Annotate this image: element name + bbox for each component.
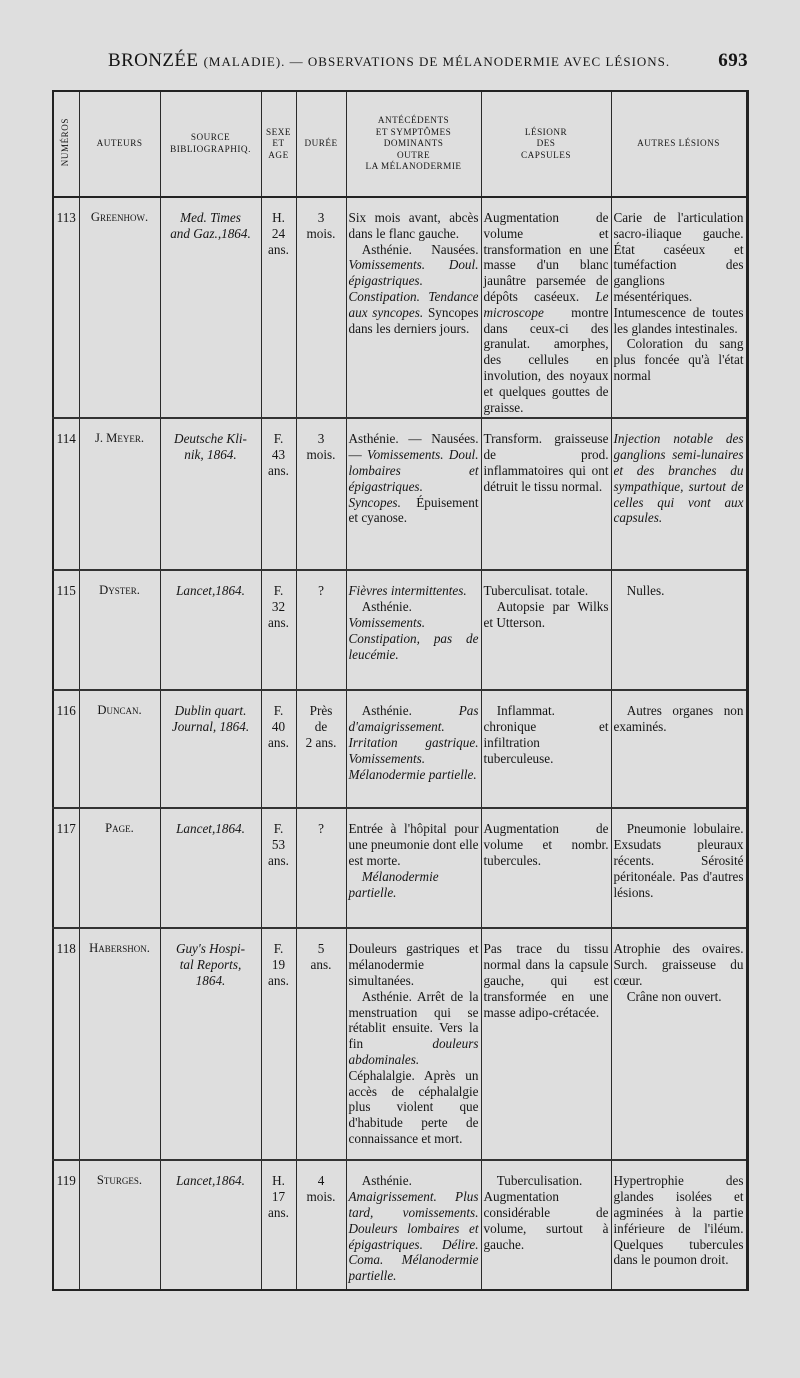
obs-lesion-text: Augmentation de volume et nombr. tubercules. (483, 821, 609, 868)
header-source-line: SOURCE (190, 132, 231, 143)
obs-age-unit: ans. (268, 1204, 289, 1220)
header-ant-line: LA MÉLANODERMIE (365, 161, 462, 172)
obs-ant-text-italic: Amaigrissement. Plus tard, (348, 1189, 479, 1220)
obs-ant-text-italic: Pas d'amaigrissement. Irritation gastrique. Vomissements. Mélanodermie partielle. (348, 703, 479, 782)
obs-duration (296, 570, 346, 690)
obs-duration-line: 3 (317, 431, 325, 447)
obs-other-lesions (611, 808, 747, 928)
obs-source-line: Lancet,1864. (176, 1173, 245, 1189)
obs-source-line: Lancet,1864. (176, 821, 245, 837)
running-head (108, 50, 748, 76)
running-head-section: . — OBSERVATIONS DE MÉLANODERMIE AVEC LÉSIONS. (281, 54, 671, 69)
obs-sex: F. (273, 821, 284, 837)
table-row (53, 418, 747, 570)
header-autres-lesions: AUTRES LÉSIONS (611, 91, 747, 197)
header-duree: DURÉE (296, 91, 346, 197)
obs-number: 116 (53, 690, 79, 808)
obs-age-unit: ans. (268, 734, 289, 750)
obs-sex-age (261, 570, 296, 690)
obs-other-text: Hypertrophie des glandes isolées et agminées à la partie inférieure de l'iléum. Quelques tubercules dans le poumon droit. (613, 1173, 744, 1268)
obs-duration-line: 4 (317, 1173, 325, 1189)
obs-other-lesions (611, 1160, 747, 1290)
obs-ant-text-italic: Vomissements. Constipation, pas de leucémie. (348, 614, 479, 662)
header-source (160, 91, 261, 197)
obs-ant-text: Céphalalgie. Après un accès de céphalalgie plus violent que d'habitude perte de connaissance et mort. (348, 1067, 479, 1146)
obs-source-line: 1864. (195, 972, 226, 988)
table-header-row (53, 91, 747, 197)
header-lesion-line: DES (536, 138, 556, 149)
obs-capsule-lesion (481, 690, 611, 808)
obs-ant-text-italic: Mélanodermie partielle. (348, 868, 439, 900)
obs-number: 114 (53, 418, 79, 570)
header-lesion-line: CAPSULES (521, 149, 571, 160)
obs-ant-text: Asthénie. (361, 1173, 412, 1189)
obs-ant-text-italic: douleurs abdominales. (348, 1036, 479, 1067)
obs-other-lesions (611, 928, 747, 1160)
header-numeros (53, 91, 79, 197)
header-ant-line: ANTÉCÉDENTS (377, 115, 450, 126)
obs-duration (296, 808, 346, 928)
obs-age-unit: ans. (268, 614, 289, 630)
obs-duration (296, 197, 346, 418)
obs-duration-line: 2 ans. (305, 734, 337, 750)
obs-ant-text-italic: Vomissements. Doul. épigastriques. Constipation. Tendance aux syncopes. (348, 257, 479, 320)
obs-source-line: Journal, 1864. (171, 719, 250, 735)
obs-other-text: Carie de l'articulation sacro-iliaque gauche. État caséeux et tuméfaction des ganglions mésentériques. Intumescence de toutes les glandes intestinales. (613, 210, 744, 336)
obs-age-unit: ans. (268, 972, 289, 988)
obs-source-line: Dublin quart. (174, 703, 247, 719)
obs-ant-text-italic: vomissements. Douleurs lombaires et épigastriques. Délire. Coma. Mélanodermie partielle. (348, 1204, 479, 1284)
obs-author: Duncan. (79, 690, 160, 808)
obs-source-line: nik, 1864. (184, 447, 237, 463)
table-row (53, 570, 747, 690)
obs-age: 53 (271, 837, 286, 853)
obs-author: J. Meyer. (79, 418, 160, 570)
obs-other-lesions (611, 570, 747, 690)
header-ant-line: ET SYMPTÔMES (375, 126, 452, 137)
obs-sex: H. (272, 210, 285, 225)
obs-number: 115 (53, 570, 79, 690)
obs-number: 118 (53, 928, 79, 1160)
obs-source (160, 1160, 261, 1290)
obs-number: 119 (53, 1160, 79, 1290)
obs-ant-text: Asthénie. Nausées. (361, 241, 479, 257)
obs-author: Sturges. (79, 1160, 160, 1290)
obs-source (160, 690, 261, 808)
obs-other-text: Crâne non ouvert. (626, 988, 722, 1004)
obs-capsule-lesion (481, 1160, 611, 1290)
obs-antecedents (346, 808, 481, 928)
header-lesion-line: LÉSIONR (524, 126, 568, 137)
obs-duration-line: mois. (306, 447, 336, 463)
obs-age: 19 (271, 957, 286, 973)
obs-ant-text: Entrée à l'hôpital pour une pneumonie dont elle est morte. (348, 821, 479, 868)
header-antecedents (346, 91, 481, 197)
obs-antecedents (346, 418, 481, 570)
obs-antecedents (346, 570, 481, 690)
obs-ant-text: Syncopes dans les derniers jours. (348, 304, 479, 336)
header-auteurs: AUTEURS (79, 91, 160, 197)
header-sexe-line: AGE (268, 149, 289, 160)
obs-age-unit: ans. (268, 852, 289, 868)
obs-duration-line: ans. (310, 957, 332, 973)
obs-author: Page. (79, 808, 160, 928)
obs-ant-text: Asthénie. — Nausées. — (348, 431, 479, 463)
obs-age-unit: ans. (268, 241, 289, 257)
header-sexe-line: ET (272, 138, 285, 149)
obs-antecedents (346, 690, 481, 808)
obs-lesion-text: Tuberculisat. totale. (483, 583, 589, 599)
table-row (53, 690, 747, 808)
obs-sex-age (261, 928, 296, 1160)
obs-source (160, 197, 261, 418)
obs-sex: F. (273, 431, 284, 447)
obs-ant-text: Asthénie. Arrêt de la menstruation qui se rétablit ensuite. Vers la fin (348, 988, 479, 1052)
obs-other-lesions (611, 197, 747, 418)
obs-capsule-lesion (481, 418, 611, 570)
header-numeros-text: NUMÉROS (60, 118, 71, 167)
obs-ant-text-italic: Vomissements. Doul. lombaires et épigastriques. Syncopes. (348, 447, 479, 510)
obs-age: 40 (271, 719, 286, 735)
obs-ant-text: Asthénie. (361, 599, 412, 615)
obs-source-line: and Gaz.,1864. (170, 225, 251, 241)
obs-lesion-text: Autopsie par Wilks et Utterson. (483, 599, 609, 630)
obs-duration (296, 418, 346, 570)
obs-sex: F. (273, 583, 284, 599)
obs-lesion-text: Pas trace du tissu normal dans la capsule gauche, qui est transformée en une masse adipo-crétacée. (483, 941, 609, 1020)
obs-sex-age (261, 418, 296, 570)
obs-other-text: Coloration du sang plus foncée qu'à l'état normal (613, 336, 744, 383)
obs-other-text: Pneumonie lobulaire. Exsudats pleuraux récents. Sérosité péritonéale. Pas d'autres lésions. (613, 821, 744, 900)
header-ant-line: OUTRE (396, 149, 431, 160)
running-head-title: BRONZÉE (108, 50, 199, 71)
obs-sex: F. (273, 703, 284, 719)
obs-source-line: Deutsche Kli- (174, 431, 247, 447)
obs-source (160, 418, 261, 570)
running-head-subtitle: (MALADIE) (203, 54, 282, 69)
obs-ant-text-italic: Fièvres intermittentes. (348, 583, 467, 599)
obs-author: Greenhow. (79, 197, 160, 418)
obs-source-line: tal Reports, (179, 957, 242, 973)
obs-source (160, 570, 261, 690)
obs-age-unit: ans. (268, 462, 289, 478)
obs-lesion-text: Transform. graisseuse de prod. inflammatoires qui ont détruit le tissu normal. (483, 431, 609, 494)
obs-duration-line: 5 (317, 941, 325, 957)
obs-lesion-text: Inflammat. chronique et infiltration tuberculeuse. (483, 703, 609, 766)
obs-antecedents (346, 928, 481, 1160)
obs-lesion-text-italic: Le microscope (483, 288, 609, 320)
obs-lesion-text: Augmentation de volume et transformation en une masse d'un blanc jaunâtre parsemée de dépôts caséeux. (483, 210, 609, 304)
obs-sex-age (261, 808, 296, 928)
obs-age: 17 (271, 1189, 286, 1205)
obs-source-line: Med. Times (180, 210, 241, 225)
obs-ant-text: Asthénie. (361, 703, 412, 719)
obs-other-text: Injection notable des ganglions semi-lunaires et des branches du sympathique, surtout de celles qui vont aux capsules. (613, 431, 744, 526)
obs-other-text: Nulles. (626, 583, 665, 599)
header-ant-line: DOMINANTS (383, 138, 444, 149)
obs-lesion-text: Tuberculisation. Augmentation considérable de volume, surtout à gauche. (483, 1173, 609, 1252)
obs-number: 117 (53, 808, 79, 928)
obs-duration (296, 690, 346, 808)
obs-source-line: Lancet,1864. (176, 583, 245, 599)
obs-other-lesions (611, 690, 747, 808)
obs-sex: H. (272, 1173, 285, 1189)
obs-source (160, 808, 261, 928)
obs-duration-line: mois. (306, 1189, 336, 1205)
obs-duration (296, 928, 346, 1160)
obs-age: 24 (271, 225, 286, 241)
obs-number: 113 (53, 197, 79, 418)
obs-duration-line: mois. (306, 225, 336, 241)
obs-duration (296, 1160, 346, 1290)
obs-age: 43 (271, 447, 286, 463)
obs-other-text: Autres organes non examinés. (613, 703, 744, 735)
obs-ant-text: Épuisement et cyanose. (348, 494, 479, 526)
header-lesion (481, 91, 611, 197)
obs-author: Habershon. (79, 928, 160, 1160)
table-row (53, 1160, 747, 1290)
obs-antecedents (346, 197, 481, 418)
header-sexe-age (261, 91, 296, 197)
obs-sex: F. (273, 941, 284, 957)
observations-table (52, 90, 749, 1291)
obs-sex-age (261, 1160, 296, 1290)
table-row (53, 928, 747, 1160)
table-row (53, 808, 747, 928)
obs-capsule-lesion (481, 928, 611, 1160)
obs-sex-age (261, 197, 296, 418)
header-source-line: BIBLIOGRAPHIQ. (170, 144, 251, 154)
obs-sex-age (261, 690, 296, 808)
obs-duration-line: ? (318, 821, 324, 837)
obs-ant-text: Six mois avant, abcès dans le flanc gauche. (348, 210, 479, 241)
obs-source-line: Guy's Hospi- (175, 941, 246, 957)
obs-age: 32 (271, 599, 286, 615)
obs-antecedents (346, 1160, 481, 1290)
page-number: 693 (718, 50, 748, 71)
obs-other-text: Atrophie des ovaires. Surch. graisseuse du cœur. (613, 941, 744, 988)
obs-other-lesions (611, 418, 747, 570)
obs-author: Dyster. (79, 570, 160, 690)
obs-duration-line: de (314, 719, 328, 735)
table-row (53, 197, 747, 418)
obs-capsule-lesion (481, 808, 611, 928)
obs-source (160, 928, 261, 1160)
obs-duration-line: ? (318, 583, 324, 599)
obs-duration-line: 3 (317, 210, 325, 225)
obs-ant-text: Douleurs gastriques et mélanodermie simultanées. (348, 941, 479, 988)
obs-capsule-lesion (481, 570, 611, 690)
obs-lesion-text: montre dans ceux-ci des granulat. amorphes, des cellules en involution, des noyaux et quelques gouttes de graisse. (483, 304, 609, 415)
obs-capsule-lesion (481, 197, 611, 418)
header-sexe-line: SEXE (266, 126, 291, 137)
obs-duration-line: Près (309, 703, 333, 719)
